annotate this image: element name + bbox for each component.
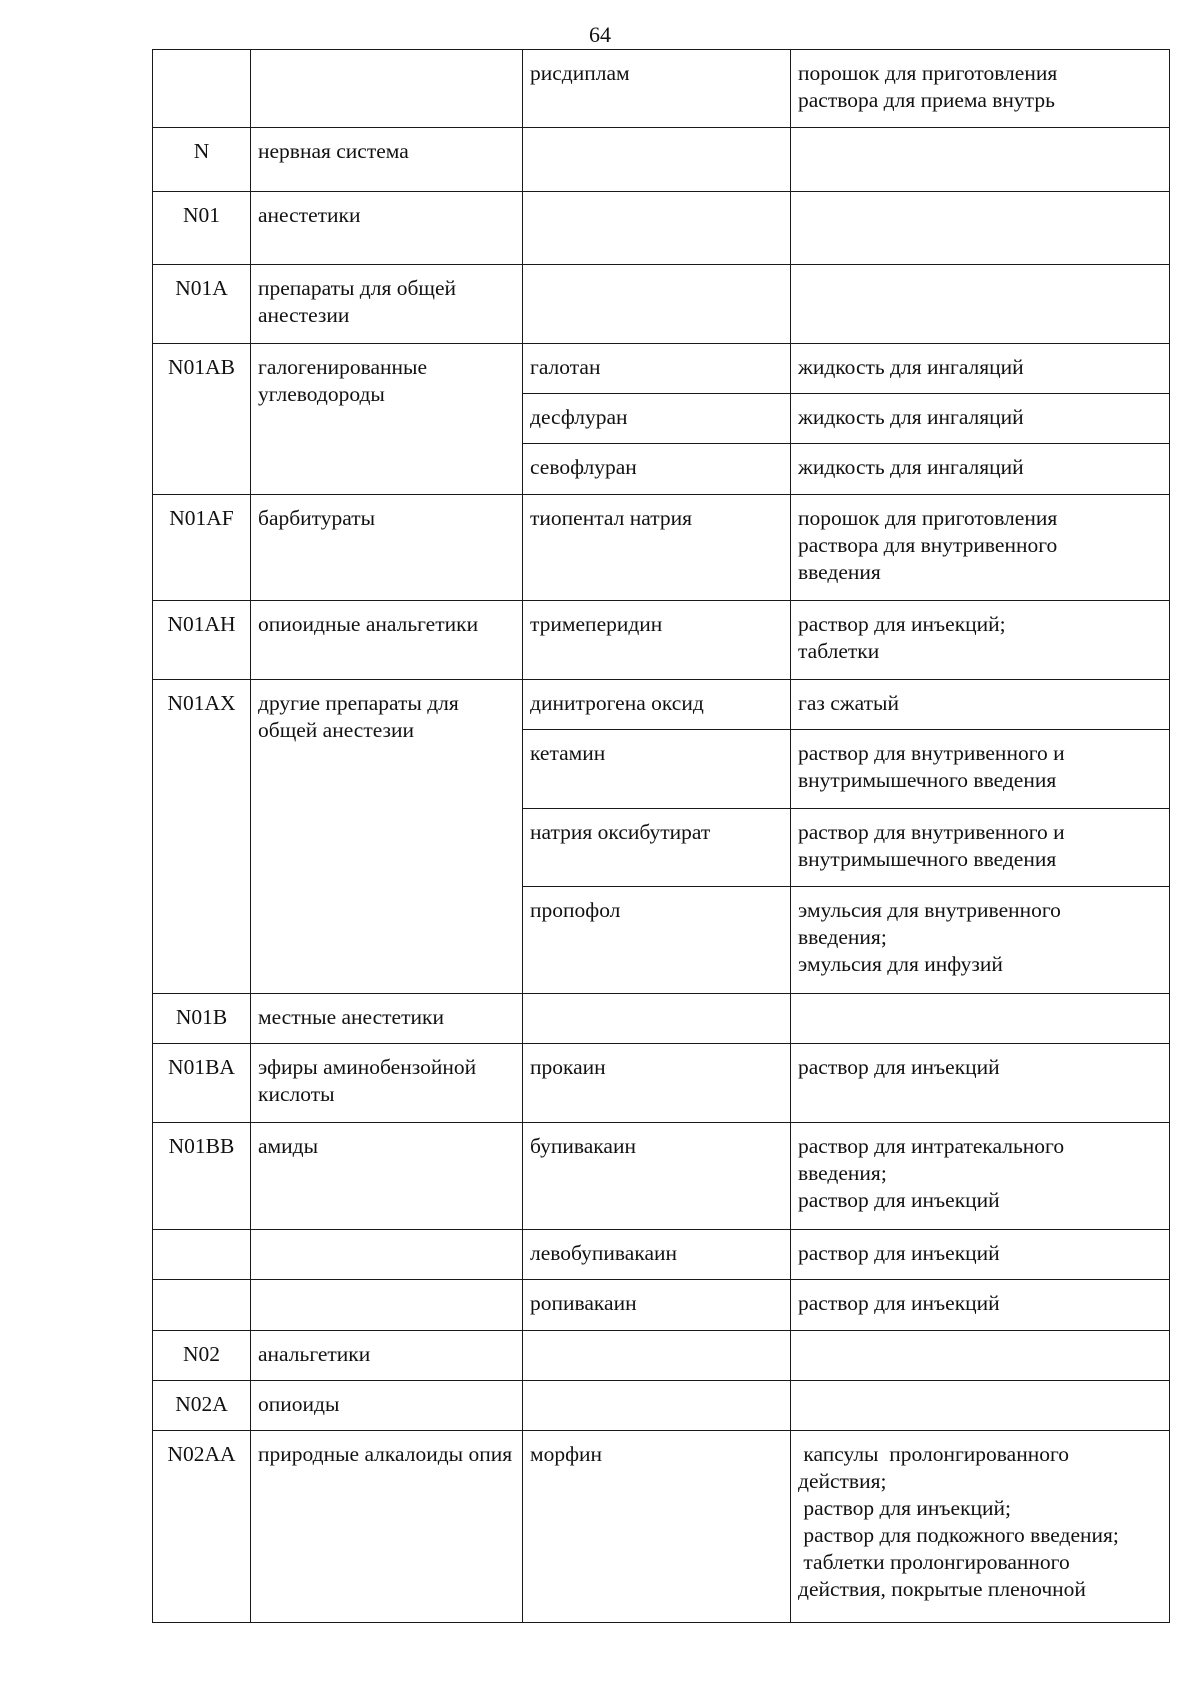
dosage-form-cell [791,495,1170,601]
dosage-form-cell [791,128,1170,192]
drug-name-cell: рисдиплам [523,50,791,128]
group-name-cell: анальгетики [251,1331,523,1381]
atc-code-cell [153,1230,251,1280]
drug-name-cell [523,265,791,344]
group-name-cell [251,50,523,128]
drug-name-cell: галотан [523,344,791,394]
drug-name-cell [523,1331,791,1381]
atc-code-cell: N02A [153,1381,251,1431]
table-row [153,1123,1170,1230]
group-name-cell: местные анестетики [251,994,523,1044]
dosage-form-line: раствора для внутривенного [798,533,1058,557]
table-row [153,192,1170,265]
drug-table [152,49,1170,1623]
drug-name-cell: севофлуран [523,444,791,495]
dosage-form-line: эмульсия для внутривенного [798,898,1061,922]
dosage-form-cell [791,1230,1170,1280]
table-row [153,1331,1170,1381]
drug-name-cell: десфлуран [523,394,791,444]
drug-name-cell: кетамин [523,730,791,809]
dosage-form-cell [791,1280,1170,1331]
table-row [153,1044,1170,1123]
dosage-form-line: эмульсия для инфузий [798,952,1003,976]
table-body [153,50,1170,1623]
table-row [153,1431,1170,1623]
dosage-form-line: таблетки [798,639,880,663]
drug-name-cell: бупивакаин [523,1123,791,1230]
dosage-form-line: раствор для инъекций [798,1291,1000,1315]
group-name-cell: барбитураты [251,495,523,601]
dosage-form-line: внутримышечного введения [798,847,1057,871]
drug-name-cell: левобупивакаин [523,1230,791,1280]
drug-name-cell: прокаин [523,1044,791,1123]
page-number: 64 [589,22,611,47]
dosage-form-cell [791,265,1170,344]
dosage-form-line: раствор для инъекций [798,1055,1000,1079]
dosage-form-line: действия; [798,1469,887,1493]
atc-code-cell [153,50,251,128]
group-name-cell: амиды [251,1123,523,1230]
dosage-form-line: жидкость для ингаляций [798,455,1024,479]
dosage-form-cell [791,1331,1170,1381]
table-row [153,1280,1170,1331]
drug-name-cell [523,1381,791,1431]
atc-code-cell: N01BB [153,1123,251,1230]
group-name-cell [251,1280,523,1331]
table-row [153,128,1170,192]
dosage-form-cell [791,444,1170,495]
atc-code-cell: N02 [153,1331,251,1381]
dosage-form-line: действия, покрытые пленочной [798,1577,1086,1601]
drug-name-cell [523,994,791,1044]
dosage-form-cell [791,680,1170,730]
atc-code-cell: N01AX [153,680,251,994]
group-name-cell: нервная система [251,128,523,192]
table-row [153,994,1170,1044]
table-row [153,1230,1170,1280]
group-name-cell [251,1230,523,1280]
atc-code-cell: N02AA [153,1431,251,1623]
table-row [153,601,1170,680]
atc-code-cell: N01AH [153,601,251,680]
dosage-form-cell [791,50,1170,128]
dosage-form-line: порошок для приготовления [798,506,1058,530]
dosage-form-cell [791,887,1170,994]
group-name-cell: галогенированные углеводороды [251,344,523,495]
table-row [153,495,1170,601]
dosage-form-cell [791,394,1170,444]
dosage-form-cell [791,192,1170,265]
table-row [153,265,1170,344]
group-name-cell: природные алкалоиды опия [251,1431,523,1623]
drug-name-cell [523,192,791,265]
atc-code-cell: N01BA [153,1044,251,1123]
dosage-form-line: раствор для внутривенного и [798,741,1065,765]
table-row [153,680,1170,730]
dosage-form-cell [791,1123,1170,1230]
atc-code-cell: N01 [153,192,251,265]
atc-code-cell: N [153,128,251,192]
group-name-cell: препараты для общей анестезии [251,265,523,344]
dosage-form-line: внутримышечного введения [798,768,1057,792]
dosage-form-line: раствор для интратекального [798,1134,1065,1158]
atc-code-cell: N01AB [153,344,251,495]
drug-name-cell: пропофол [523,887,791,994]
dosage-form-line: жидкость для ингаляций [798,355,1024,379]
dosage-form-line: порошок для приготовления [798,61,1058,85]
table-row [153,1381,1170,1431]
group-name-cell: другие препараты для общей анестезии [251,680,523,994]
dosage-form-cell [791,1431,1170,1623]
group-name-cell: эфиры аминобензойной кислоты [251,1044,523,1123]
dosage-form-line: введения; [798,1161,887,1185]
dosage-form-cell [791,994,1170,1044]
dosage-form-line: раствор для внутривенного и [798,820,1065,844]
drug-name-cell: динитрогена оксид [523,680,791,730]
dosage-form-cell [791,809,1170,887]
dosage-form-line: раствора для приема внутрь [798,88,1055,112]
dosage-form-line: таблетки пролонгированного [798,1550,1070,1574]
dosage-form-line: раствор для инъекций [798,1241,1000,1265]
dosage-form-line: газ сжатый [798,691,899,715]
atc-code-cell: N01AF [153,495,251,601]
dosage-form-line: жидкость для ингаляций [798,405,1024,429]
dosage-form-cell [791,1044,1170,1123]
dosage-form-line: раствор для инъекций [798,1188,1000,1212]
drug-name-cell: натрия оксибутират [523,809,791,887]
table-row [153,344,1170,394]
drug-name-cell: ропивакаин [523,1280,791,1331]
atc-code-cell [153,1280,251,1331]
dosage-form-line: раствор для инъекций; [798,612,1006,636]
dosage-form-line: введения; [798,925,887,949]
atc-code-cell: N01A [153,265,251,344]
table-row [153,50,1170,128]
dosage-form-line: раствор для подкожного введения; [798,1523,1119,1547]
group-name-cell: анестетики [251,192,523,265]
dosage-form-line: капсулы пролонгированного [798,1442,1069,1466]
drug-name-cell: тиопентал натрия [523,495,791,601]
dosage-form-line: раствор для инъекций; [798,1496,1012,1520]
drug-name-cell: тримеперидин [523,601,791,680]
dosage-form-cell [791,344,1170,394]
drug-name-cell [523,128,791,192]
group-name-cell: опиоидные анальгетики [251,601,523,680]
atc-code-cell: N01B [153,994,251,1044]
dosage-form-cell [791,730,1170,809]
group-name-cell: опиоиды [251,1381,523,1431]
drug-name-cell: морфин [523,1431,791,1623]
dosage-form-line: введения [798,560,881,584]
dosage-form-cell [791,601,1170,680]
dosage-form-cell [791,1381,1170,1431]
